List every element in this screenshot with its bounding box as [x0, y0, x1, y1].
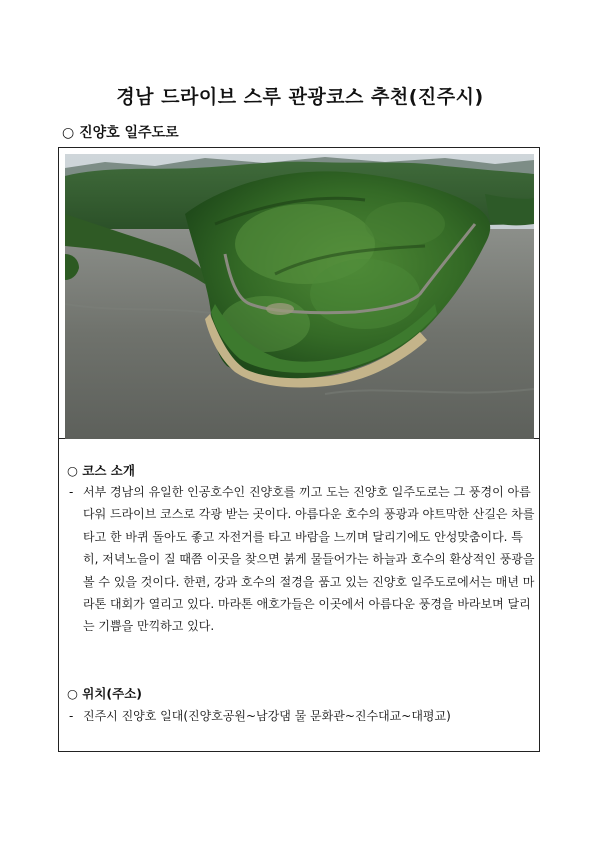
location-heading: ○ 위치(주소): [67, 686, 142, 701]
course-name-heading: ○ 진양호 일주도로: [62, 125, 179, 141]
page-title: 경남 드라이브 스루 관광코스 추천(진주시): [116, 86, 484, 108]
intro-heading: ○ 코스 소개: [67, 463, 135, 478]
location-dash: -: [69, 709, 74, 723]
content-table: [58, 147, 540, 752]
location-text: 진주시 진양호 일대(진양호공원~남강댐 물 문화관~진수대교~대평교): [83, 709, 451, 723]
intro-paragraph: [69, 481, 537, 638]
jinyangho-aerial-photo: [65, 154, 534, 439]
photo-cell: [59, 148, 539, 439]
intro-dash: -: [69, 485, 74, 499]
intro-text: 서부 경남의 유일한 인공호수인 진양호를 끼고 도는 진양호 일주도로는 그 풍경이 아름다워 드라이브 코스로 각광 받는 곳이다. 아름다운 호수의 풍광과 야트막한 산길은 차를 타고 한 바퀴 돌아도 좋고 자전거를 타고 바람을 느끼며 달리기에도 안성맞춤이다. 특히, 저녁노을이 질 때쯤 이곳을 찾으면 붉게 물들어가는 하늘과 호수의 환상적인 풍광을 볼 수 있을 것이다. 한편, 강과 호수의 절경을 품고 있는 진양호 일주도로에서는 매년 마라톤 대회가 열리고 있다. 마라톤 애호가들은 이곳에서 아름다운 풍경을 바라보며 달리는 기쁨을 만끽하고 있다.: [83, 485, 535, 634]
location-paragraph: [69, 705, 537, 727]
